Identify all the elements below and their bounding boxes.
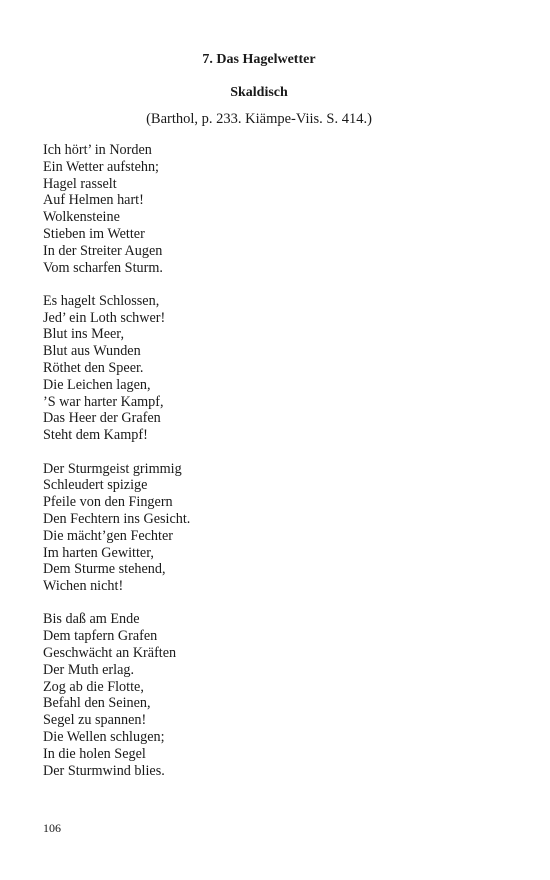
- poem-subtitle: Skaldisch: [230, 85, 288, 100]
- poem-line: Ein Wetter aufstehn;: [43, 158, 159, 175]
- stanza: [43, 461, 483, 595]
- poem-line: Segel zu spannen!: [43, 712, 147, 729]
- poem-line: Es hagelt Schlossen,: [43, 292, 160, 309]
- poem-line: Hagel rasselt: [43, 175, 117, 192]
- poem-line: Röthet den Speer.: [43, 360, 144, 377]
- poem-line: Der Muth erlag.: [43, 661, 135, 678]
- poem-line: Im harten Gewitter,: [43, 544, 154, 561]
- poem-line: Befahl den Seinen,: [43, 695, 151, 712]
- stanza: [43, 293, 483, 444]
- stanza: [43, 142, 483, 276]
- poem-line: Blut aus Wunden: [43, 343, 141, 360]
- page-number: 106: [43, 821, 61, 835]
- poem-title: 7. Das Hagelwetter: [202, 52, 316, 67]
- poem-line: Bis daß am Ende: [43, 611, 140, 628]
- poem-line: Stieben im Wetter: [43, 225, 145, 242]
- poem-line: Dem Sturme stehend,: [43, 561, 166, 578]
- poem-line: Den Fechtern ins Gesicht.: [43, 510, 191, 527]
- poem-line: Geschwächt an Kräften: [43, 645, 177, 662]
- poem-line: Der Sturmgeist grimmig: [43, 460, 182, 477]
- poem-line: Auf Helmen hart!: [43, 192, 144, 209]
- poem-line: Dem tapfern Grafen: [43, 628, 158, 645]
- stanza: [43, 611, 483, 779]
- poem-line: Schleudert spizige: [43, 477, 148, 494]
- poem-line: Blut ins Meer,: [43, 326, 125, 343]
- poem-line: Wichen nicht!: [43, 578, 124, 595]
- source-reference: (Barthol, p. 233. Kiämpe-Viis. S. 414.): [146, 111, 372, 127]
- poem-line: Zog ab die Flotte,: [43, 678, 144, 695]
- poem-line: Jed’ ein Loth schwer!: [43, 309, 166, 326]
- poem-line: Die mächt’gen Fechter: [43, 527, 173, 544]
- poem-line: In die holen Segel: [43, 745, 146, 762]
- poem-line: Der Sturmwind blies.: [43, 762, 165, 779]
- poem-line: Vom scharfen Sturm.: [43, 259, 163, 276]
- poem-line: Die Wellen schlugen;: [43, 729, 165, 745]
- poem-line: In der Streiter Augen: [43, 242, 163, 259]
- poem-line: Das Heer der Grafen: [43, 410, 161, 427]
- poem-line: Pfeile von den Fingern: [43, 494, 173, 511]
- poem-line: Wolkensteine: [43, 209, 120, 226]
- poem-line: ’S war harter Kampf,: [43, 393, 164, 410]
- poem-line: Die Leichen lagen,: [43, 376, 151, 393]
- poem-body: [43, 142, 483, 796]
- poem-line: Ich hört’ in Norden: [43, 142, 152, 158]
- poem-line: Steht dem Kampf!: [43, 427, 148, 444]
